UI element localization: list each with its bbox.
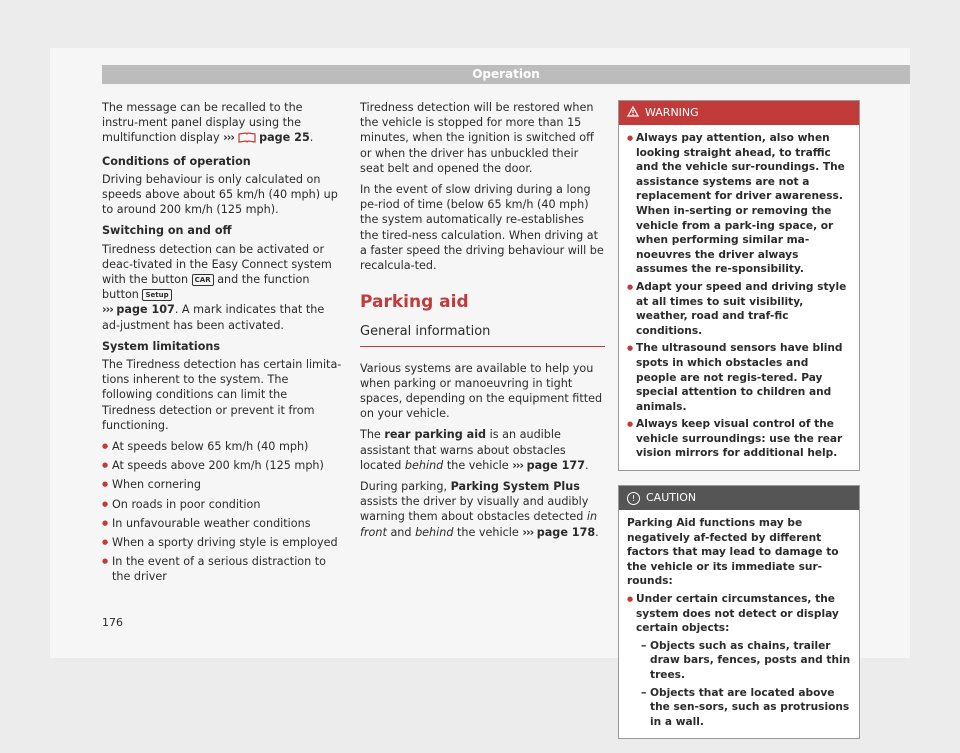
paragraph-slow-driving: In the event of slow driving during a long pe-riod of time (below 65 km/h (40 mph) the system automatically re-establishes the tired-ness calculation. When driving at a faster speed the driving behaviour will be recalcula-ted.	[360, 183, 604, 273]
column-right	[618, 100, 860, 753]
caution-body: Parking Aid functions may be negatively af-fected by different factors that may lead to damage to the vehicle or its immediate sur-rounds: ● Under certain circumstances, the system does not detect or display certain objects: – Objects such as chains, trailer draw bars, fences, posts and thin trees. – Objects that are located above the sen-sors, such as protrusions in a wall.	[619, 510, 859, 738]
warning-body	[619, 125, 859, 470]
list-item: ● In unfavourable weather conditions	[102, 516, 342, 531]
setup-button-icon: Setup	[142, 289, 171, 301]
paragraph-limitations: The Tiredness detection has certain limita-tions inherent to the system. The following conditions can limit the Tiredness detection or prevent it from functioning.	[102, 358, 342, 432]
warning-header: WARNING	[619, 101, 859, 125]
subheading-limitations: System limitations	[102, 339, 221, 353]
list-item: – Objects such as chains, trailer draw bars, fences, posts and thin trees.	[641, 639, 851, 683]
column-middle	[360, 100, 605, 546]
list-item: ● At speeds above 200 km/h (125 mph)	[102, 458, 342, 473]
list-item: ● Always pay attention, also when looking straight ahead, to traffic and the vehicle sur-roundings. The assistance systems are not a replacement for driver awareness. When in-serting or removing the vehicle from a park-ing space, or when performing similar ma-noeuvres the driver always assumes the re-sponsibility.	[627, 131, 851, 277]
page-ref-link[interactable]: page 107	[116, 303, 175, 317]
paragraph-restore: Tiredness detection will be restored when the vehicle is stopped for more than 15 minutes, when the ignition is switched off or when the driver has unbuckled their seat belt and opened the door.	[360, 101, 594, 175]
paragraph-parking-plus: During parking, Parking System Plus assists the driver by visually and audibly warning them about obstacles detected in front and behind the vehicle ››› page 178.	[360, 480, 599, 539]
list-item: ● When a sporty driving style is employed	[102, 535, 342, 550]
section-subtitle: General information	[360, 324, 605, 346]
list-item: ● In the event of a serious distraction to the driver	[102, 554, 342, 584]
list-item: ● Always keep visual control of the vehicle surroundings: use the rear vision mirrors for additional help.	[627, 417, 851, 461]
page-number: 176	[102, 616, 123, 629]
list-item: ● At speeds below 65 km/h (40 mph)	[102, 439, 342, 454]
manual-page	[50, 48, 910, 728]
caution-header: ! CAUTION	[619, 486, 859, 510]
column-left	[102, 100, 342, 589]
subheading-switching: Switching on and off	[102, 224, 232, 238]
caution-circle-icon: !	[627, 492, 640, 505]
paragraph-rear-aid: The rear parking aid is an audible assistant that warns about obstacles located behind the vehicle ››› page 177.	[360, 428, 589, 472]
list-item: ● When cornering	[102, 477, 342, 492]
paragraph-recall: The message can be recalled to the instru-ment panel display using the multifunction display ››› page 25.	[102, 100, 342, 148]
list-item: ● On roads in poor condition	[102, 497, 342, 512]
list-item: ● The ultrasound sensors have blind spots in which obstacles and people are not regis-tered. Pay special attention to children and animals.	[627, 341, 851, 414]
list-item: ● Under certain circumstances, the system does not detect or display certain objects:	[627, 592, 851, 636]
list-item: ● Adapt your speed and driving style at all times to suit visibility, weather, road and traf-fic conditions.	[627, 280, 851, 338]
caution-box	[618, 485, 860, 739]
ref-arrow: ›››	[223, 131, 234, 145]
subheading-conditions: Conditions of operation	[102, 154, 251, 168]
list-item: – Objects that are located above the sen-sors, such as protrusions in a wall.	[641, 686, 851, 730]
page-ref-link[interactable]: page 178	[536, 525, 596, 539]
warning-triangle-icon	[627, 106, 639, 122]
limitations-list	[102, 439, 342, 585]
car-button-icon: CAR	[192, 274, 214, 286]
page-ref-link[interactable]: page 177	[526, 458, 585, 472]
ref-arrow: ›››	[512, 458, 524, 472]
ref-arrow: ›››	[102, 303, 113, 317]
book-icon	[238, 132, 256, 147]
ref-arrow: ›››	[522, 525, 534, 539]
page-ref-link[interactable]: page 25	[259, 131, 310, 145]
section-title: Parking aid	[360, 292, 469, 313]
page-header: Operation	[102, 65, 910, 84]
paragraph-switching: Tiredness detection can be activated or deac-tivated in the Easy Connect system with the button CAR and the function button Setup ››› page 107. A mark indicates that the ad-justment has been activated.	[102, 242, 332, 332]
paragraph-systems: Various systems are available to help you when parking or manoeuvring in tight spaces, depending on the equipment fitted on your vehicle.	[360, 361, 603, 421]
warning-box	[618, 100, 860, 471]
paragraph-conditions: Driving behaviour is only calculated on speeds above about 65 km/h (40 mph) up to around 200 km/h (125 mph).	[102, 172, 338, 217]
